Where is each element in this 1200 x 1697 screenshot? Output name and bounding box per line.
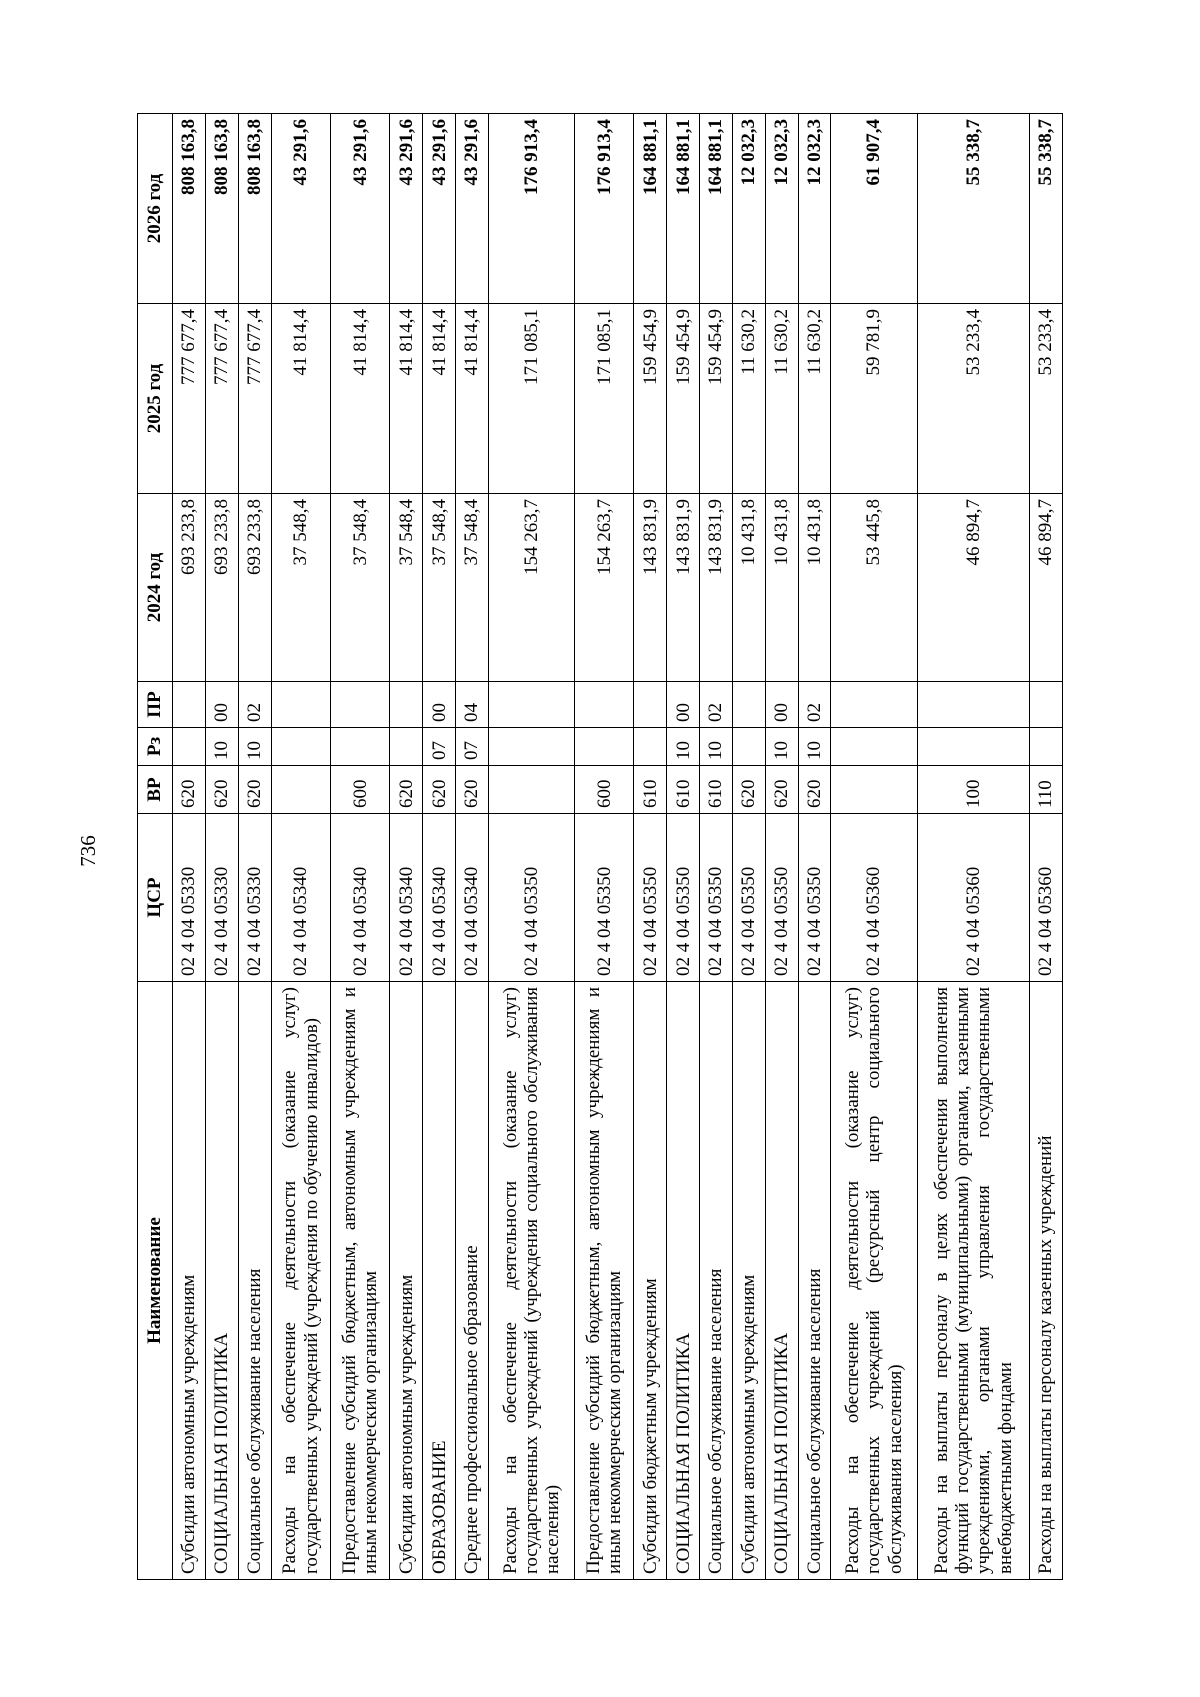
row-rz <box>634 728 667 766</box>
row-2024: 37 548,4 <box>456 494 489 682</box>
row-2024: 693 233,8 <box>173 494 206 682</box>
row-vr: 610 <box>700 766 733 814</box>
row-vr: 620 <box>205 766 238 814</box>
row-2025: 41 814,4 <box>330 304 389 494</box>
row-2025: 11 630,2 <box>798 304 831 494</box>
row-2024: 154 263,7 <box>574 494 633 682</box>
row-csr: 02 4 04 05360 <box>831 814 917 982</box>
row-pr <box>574 682 633 728</box>
row-csr: 02 4 04 05360 <box>1030 814 1063 982</box>
row-name: Социальное обслуживание населения <box>238 982 271 1580</box>
row-rz: 07 <box>423 728 456 766</box>
row-rz <box>732 728 765 766</box>
row-name: Предоставление субсидий бюджетным, автономным учреждениям и иным некоммерческим организациям <box>330 982 389 1580</box>
row-rz <box>390 728 423 766</box>
row-rz <box>831 728 917 766</box>
table-row <box>173 114 206 1580</box>
row-pr <box>732 682 765 728</box>
row-name: Расходы на обеспечение деятельности (оказание услуг) государственных учреждений (учреждения по обучению инвалидов) <box>271 982 330 1580</box>
row-vr: 620 <box>238 766 271 814</box>
row-2024: 37 548,4 <box>390 494 423 682</box>
row-vr: 620 <box>765 766 798 814</box>
row-2026: 55 338,7 <box>917 114 1030 304</box>
row-vr <box>831 766 917 814</box>
row-pr <box>634 682 667 728</box>
row-2026: 43 291,6 <box>456 114 489 304</box>
row-csr: 02 4 04 05350 <box>574 814 633 982</box>
table-row <box>488 114 574 1580</box>
row-2026: 12 032,3 <box>765 114 798 304</box>
table-row <box>390 114 423 1580</box>
row-2025: 777 677,4 <box>238 304 271 494</box>
row-pr: 02 <box>238 682 271 728</box>
table-row <box>574 114 633 1580</box>
row-name: Социальное обслуживание населения <box>798 982 831 1580</box>
row-rz <box>173 728 206 766</box>
row-2024: 37 548,4 <box>271 494 330 682</box>
row-rz <box>574 728 633 766</box>
header-2025: 2025 год <box>138 304 173 494</box>
row-2026: 43 291,6 <box>330 114 389 304</box>
row-vr: 620 <box>798 766 831 814</box>
row-name: Расходы на выплаты персоналу в целях обеспечения выполнения функций государственными (муниципальными) органами, казенными учреждениями, органами управления государственными внебюджетными фондами <box>917 982 1030 1580</box>
row-csr: 02 4 04 05350 <box>798 814 831 982</box>
row-name: СОЦИАЛЬНАЯ ПОЛИТИКА <box>765 982 798 1580</box>
row-2026: 43 291,6 <box>271 114 330 304</box>
row-rz: 10 <box>205 728 238 766</box>
header-csr: ЦСР <box>138 814 173 982</box>
row-name: Среднее профессиональное образование <box>456 982 489 1580</box>
row-pr: 00 <box>667 682 700 728</box>
row-2024: 143 831,9 <box>700 494 733 682</box>
row-2025: 41 814,4 <box>423 304 456 494</box>
table-row <box>456 114 489 1580</box>
row-csr: 02 4 04 05350 <box>634 814 667 982</box>
header-pr: ПР <box>138 682 173 728</box>
row-2024: 37 548,4 <box>330 494 389 682</box>
row-name: Предоставление субсидий бюджетным, автономным учреждениям и иным некоммерческим организациям <box>574 982 633 1580</box>
row-2024: 143 831,9 <box>667 494 700 682</box>
row-2025: 171 085,1 <box>574 304 633 494</box>
table-row <box>798 114 831 1580</box>
row-2026: 808 163,8 <box>173 114 206 304</box>
header-name: Наименование <box>138 982 173 1580</box>
row-2024: 53 445,8 <box>831 494 917 682</box>
row-2026: 176 913,4 <box>574 114 633 304</box>
row-2024: 46 894,7 <box>1030 494 1063 682</box>
row-csr: 02 4 04 05350 <box>488 814 574 982</box>
table-row <box>238 114 271 1580</box>
row-2025: 159 454,9 <box>667 304 700 494</box>
row-pr: 00 <box>765 682 798 728</box>
row-2025: 11 630,2 <box>732 304 765 494</box>
row-pr <box>1030 682 1063 728</box>
table-row <box>1030 114 1063 1580</box>
row-vr: 620 <box>423 766 456 814</box>
row-2024: 10 431,8 <box>798 494 831 682</box>
row-2026: 164 881,1 <box>700 114 733 304</box>
row-2025: 11 630,2 <box>765 304 798 494</box>
table-row <box>634 114 667 1580</box>
row-vr: 620 <box>390 766 423 814</box>
row-2025: 41 814,4 <box>456 304 489 494</box>
row-csr: 02 4 04 05340 <box>271 814 330 982</box>
row-rz: 10 <box>765 728 798 766</box>
row-vr: 620 <box>732 766 765 814</box>
row-2026: 12 032,3 <box>732 114 765 304</box>
row-name: ОБРАЗОВАНИЕ <box>423 982 456 1580</box>
row-pr <box>831 682 917 728</box>
row-2025: 159 454,9 <box>700 304 733 494</box>
table-row <box>765 114 798 1580</box>
budget-table <box>137 113 1063 1580</box>
row-csr: 02 4 04 05340 <box>330 814 389 982</box>
row-2025: 777 677,4 <box>173 304 206 494</box>
row-2024: 693 233,8 <box>205 494 238 682</box>
row-2025: 41 814,4 <box>271 304 330 494</box>
row-csr: 02 4 04 05350 <box>732 814 765 982</box>
row-pr: 02 <box>798 682 831 728</box>
row-csr: 02 4 04 05340 <box>423 814 456 982</box>
row-2026: 808 163,8 <box>205 114 238 304</box>
row-2026: 43 291,6 <box>390 114 423 304</box>
row-2025: 41 814,4 <box>390 304 423 494</box>
row-2026: 61 907,4 <box>831 114 917 304</box>
row-rz: 10 <box>667 728 700 766</box>
row-2024: 10 431,8 <box>732 494 765 682</box>
table-row <box>271 114 330 1580</box>
row-2024: 693 233,8 <box>238 494 271 682</box>
row-pr <box>271 682 330 728</box>
row-2025: 171 085,1 <box>488 304 574 494</box>
table-row <box>330 114 389 1580</box>
header-2024: 2024 год <box>138 494 173 682</box>
table-row <box>732 114 765 1580</box>
row-name: Расходы на обеспечение деятельности (оказание услуг) государственных учреждений (учреждения социального обслуживания населения) <box>488 982 574 1580</box>
row-rz <box>271 728 330 766</box>
row-vr: 600 <box>574 766 633 814</box>
row-name: СОЦИАЛЬНАЯ ПОЛИТИКА <box>667 982 700 1580</box>
header-rz: Рз <box>138 728 173 766</box>
row-vr: 600 <box>330 766 389 814</box>
row-2026: 43 291,6 <box>423 114 456 304</box>
row-csr: 02 4 04 05350 <box>700 814 733 982</box>
row-name: СОЦИАЛЬНАЯ ПОЛИТИКА <box>205 982 238 1580</box>
row-2024: 37 548,4 <box>423 494 456 682</box>
row-rz: 07 <box>456 728 489 766</box>
row-rz <box>1030 728 1063 766</box>
row-csr: 02 4 04 05330 <box>205 814 238 982</box>
row-2025: 53 233,4 <box>917 304 1030 494</box>
table-body <box>173 114 1063 1580</box>
table-row <box>831 114 917 1580</box>
row-rz: 10 <box>798 728 831 766</box>
row-vr: 110 <box>1030 766 1063 814</box>
row-pr <box>173 682 206 728</box>
row-name: Расходы на выплаты персоналу казенных учреждений <box>1030 982 1063 1580</box>
table-header-row <box>138 114 173 1580</box>
row-2026: 164 881,1 <box>634 114 667 304</box>
table-row <box>423 114 456 1580</box>
row-pr: 00 <box>423 682 456 728</box>
row-name: Субсидии бюджетным учреждениям <box>634 982 667 1580</box>
row-pr <box>330 682 389 728</box>
row-2026: 12 032,3 <box>798 114 831 304</box>
header-2026: 2026 год <box>138 114 173 304</box>
row-2025: 159 454,9 <box>634 304 667 494</box>
row-pr <box>390 682 423 728</box>
row-rz: 10 <box>700 728 733 766</box>
row-csr: 02 4 04 05340 <box>456 814 489 982</box>
row-2024: 10 431,8 <box>765 494 798 682</box>
table-row <box>205 114 238 1580</box>
row-csr: 02 4 04 05360 <box>917 814 1030 982</box>
row-vr <box>488 766 574 814</box>
table-row <box>667 114 700 1580</box>
row-pr: 04 <box>456 682 489 728</box>
row-name: Расходы на обеспечение деятельности (оказание услуг) государственных учреждений (ресурсный центр социального обслуживания населения) <box>831 982 917 1580</box>
row-csr: 02 4 04 05330 <box>173 814 206 982</box>
row-2024: 46 894,7 <box>917 494 1030 682</box>
row-rz <box>330 728 389 766</box>
row-2025: 53 233,4 <box>1030 304 1063 494</box>
row-vr: 620 <box>456 766 489 814</box>
row-name: Субсидии автономным учреждениям <box>732 982 765 1580</box>
row-rz <box>488 728 574 766</box>
row-pr <box>488 682 574 728</box>
row-2026: 808 163,8 <box>238 114 271 304</box>
row-vr: 100 <box>917 766 1030 814</box>
row-rz: 10 <box>238 728 271 766</box>
row-pr <box>917 682 1030 728</box>
row-2026: 164 881,1 <box>667 114 700 304</box>
row-2024: 143 831,9 <box>634 494 667 682</box>
row-csr: 02 4 04 05340 <box>390 814 423 982</box>
table-row <box>700 114 733 1580</box>
row-pr: 00 <box>205 682 238 728</box>
row-vr: 620 <box>173 766 206 814</box>
row-2026: 55 338,7 <box>1030 114 1063 304</box>
row-2026: 176 913,4 <box>488 114 574 304</box>
row-vr <box>271 766 330 814</box>
row-rz <box>917 728 1030 766</box>
row-csr: 02 4 04 05350 <box>667 814 700 982</box>
row-vr: 610 <box>667 766 700 814</box>
row-name: Субсидии автономным учреждениям <box>173 982 206 1580</box>
row-name: Субсидии автономным учреждениям <box>390 982 423 1580</box>
row-2024: 154 263,7 <box>488 494 574 682</box>
page-number: 736 <box>76 835 100 867</box>
row-csr: 02 4 04 05350 <box>765 814 798 982</box>
budget-table-container <box>137 114 1063 1580</box>
header-vr: ВР <box>138 766 173 814</box>
row-2025: 59 781,9 <box>831 304 917 494</box>
table-row <box>917 114 1030 1580</box>
row-csr: 02 4 04 05330 <box>238 814 271 982</box>
row-vr: 610 <box>634 766 667 814</box>
row-name: Социальное обслуживание населения <box>700 982 733 1580</box>
row-pr: 02 <box>700 682 733 728</box>
row-2025: 777 677,4 <box>205 304 238 494</box>
